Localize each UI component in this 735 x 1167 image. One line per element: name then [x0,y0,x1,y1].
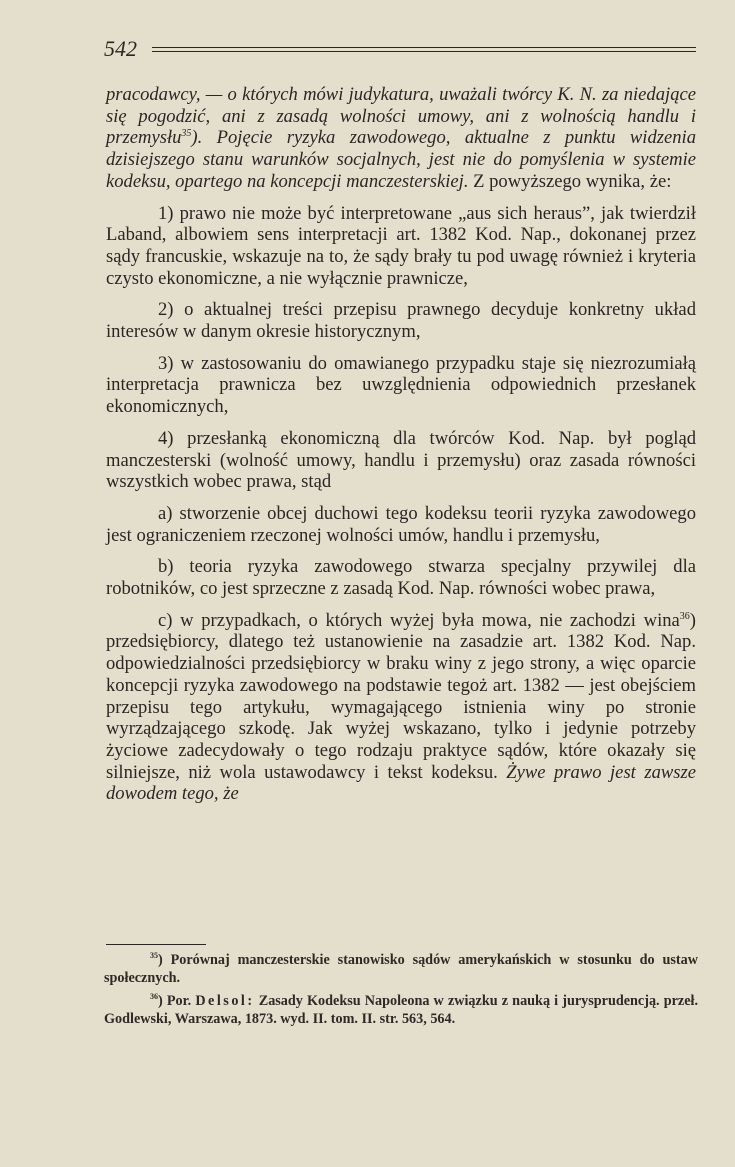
main-text [106,84,696,805]
item-c-italic: Żywe prawo jest zawsze dowodem tego, że [106,761,696,805]
footnote-ref-36: 36 [679,610,690,622]
footnotes [104,952,698,1034]
page-number: 542 [104,36,137,61]
item-c-text-b: ) przedsiębiorcy, dlatego też ustanowienie na zasadzie art. 1382 Kod. Nap. odpowiedzialności przedsiębiorcy w braku winy z jego strony, a więc oparcie koncepcji ryzyka zawodowego na podstawie tegoż art. 1382 — jest obejściem przepisu tego artykułu, wymagającego istnienia winy po stronie wyrządzającego szkodę. Jak wyżej wskazano, tylko i jedynie potrzeby życiowe zadecydowały o tego rodzaju praktyce sądów, które okazały się silniejsze, niż wola ustawodawcy i tekst kodeksu. [106,609,696,783]
footnote-35 [104,952,698,987]
footnote-36-author: Delsol: [195,993,255,1009]
list-item-2: 2) o aktualnej treści przepisu prawnego decyduje konkretny układ interesów w danym okresie historycznym, [106,299,696,343]
page-header [104,38,696,62]
footnote-ref-35: 35 [181,128,192,140]
footnote-36-text-b: Zasady Kodeksu Napoleona w związku z nauką i jurysprudencją. przeł. Godlewski, Warszawa, 1873. wyd. II. tom. II. str. 563, 564. [104,993,699,1027]
footnote-36-text-a: ) Por. [158,993,196,1009]
list-item-a: a) stworzenie obcej duchowi tego kodeksu teorii ryzyka zawodowego jest ograniczeniem rzeczonej wolności umów, handlu i przemysłu, [106,502,696,546]
list-item-c [106,610,696,805]
footnote-35-marker: 35 [150,951,158,960]
intro-roman: Z powyższego wynika, że: [468,170,672,192]
intro-italic-a: pracodawcy, — o których mówi judykatura, uważali twórcy K. N. za niedające się pogodzić, ani z zasadą wolności umowy, ani z wolnością handlu i przemysłu [106,84,696,149]
intro-italic-b: ). Pojęcie ryzyka zawodowego, aktualne z punktu widzenia dzisiejszego stanu warunków socjalnych, jest nie do pomyślenia w systemie kodeksu, opartego na koncepcji manczesterskiej. [106,127,696,192]
list-item-4: 4) przesłanką ekonomiczną dla twórców Kod. Nap. był pogląd manczesterski (wolność umowy, handlu i przemysłu) oraz zasada równości wszystkich wobec prawa, stąd [106,427,696,493]
list-item-3: 3) w zastosowaniu do omawianego przypadku staje się niezrozumiałą interpretacja prawnicza bez uwzględnienia odpowiednich przesłanek ekonomicznych, [106,352,696,418]
footnote-rule [106,944,206,945]
footnote-36 [104,993,698,1028]
list-item-1: 1) prawo nie może być interpretowane „aus sich heraus”, jak twierdził Laband, albowiem sens interpretacji art. 1382 Kod. Nap., dokonanej przez sądy francuskie, wskazuje na to, że sądy brały tu pod uwagę również i kryteria czysto ekonomiczne, a nie wyłącznie prawnicze, [106,202,696,289]
header-rule [152,47,696,52]
footnote-35-text: ) Porównaj manczesterskie stanowisko sądów amerykańskich w stosunku do ustaw społecznych. [104,952,698,986]
item-c-text-a: c) w przypadkach, o których wyżej była mowa, nie zachodzi wina [158,609,680,631]
list-item-b: b) teoria ryzyka zawodowego stwarza specjalny przywilej dla robotników, co jest sprzeczne z zasadą Kod. Nap. równości wobec prawa, [106,556,696,600]
footnote-36-marker: 36 [150,992,158,1001]
intro-paragraph [106,84,696,193]
